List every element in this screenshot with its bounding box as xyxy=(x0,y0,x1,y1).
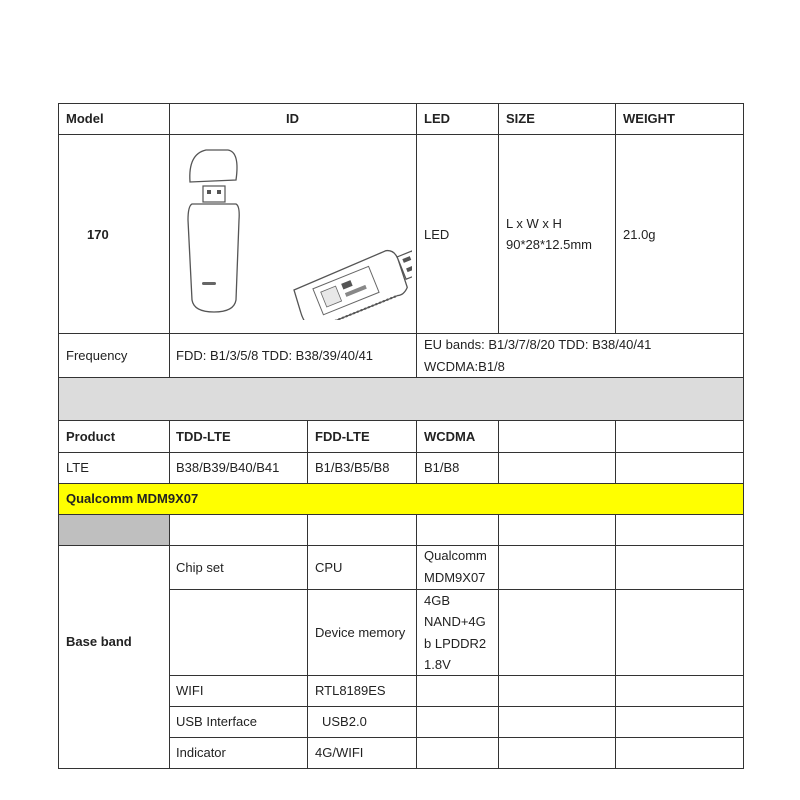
weight-value: 21.0g xyxy=(623,227,656,242)
fdd-lte-header: FDD-LTE xyxy=(315,429,370,444)
frequency-label: Frequency xyxy=(66,348,128,363)
wcdma-header: WCDMA xyxy=(424,429,476,444)
cpu-value-line2: MDM9X07 xyxy=(424,570,486,585)
header-id: ID xyxy=(286,111,299,126)
lte-wcdma-bands: B1/B8 xyxy=(424,460,460,475)
usb-modem-image xyxy=(176,140,412,320)
chip-banner: Qualcomm MDM9X07 xyxy=(66,491,199,506)
cpu-label: CPU xyxy=(315,560,343,575)
product-header: Product xyxy=(66,429,116,444)
gray-cell xyxy=(58,514,169,545)
lte-tdd-bands: B38/B39/B40/B41 xyxy=(176,460,280,475)
size-value: 90*28*12.5mm xyxy=(506,237,592,252)
memory-value-line2: NAND+4G xyxy=(424,614,486,629)
model-value: 170 xyxy=(87,227,109,242)
modem-cap xyxy=(190,150,237,182)
lte-fdd-bands: B1/B3/B5/B8 xyxy=(315,460,390,475)
usb-value: USB2.0 xyxy=(322,714,367,729)
baseband-label: Base band xyxy=(66,634,132,649)
indicator-label: Indicator xyxy=(176,745,226,760)
header-weight: WEIGHT xyxy=(623,111,675,126)
frequency-wcdma: WCDMA:B1/8 xyxy=(424,359,505,374)
wifi-label: WIFI xyxy=(176,683,204,698)
memory-value-line4: 1.8V xyxy=(424,657,451,672)
frequency-eu: EU bands: B1/3/7/8/20 TDD: B38/40/41 xyxy=(424,337,652,352)
modem-body xyxy=(188,204,239,312)
memory-value-line3: b LPDDR2 xyxy=(424,636,487,651)
header-model: Model xyxy=(66,111,104,126)
header-size: SIZE xyxy=(506,111,535,126)
indicator-value: 4G/WIFI xyxy=(315,745,364,760)
led-value: LED xyxy=(424,227,450,242)
separator-row xyxy=(58,378,743,420)
tdd-lte-header: TDD-LTE xyxy=(176,429,231,444)
usb-label: USB Interface xyxy=(176,714,257,729)
header-led: LED xyxy=(424,111,450,126)
size-dimensions-label: L x W x H xyxy=(506,216,562,231)
wifi-value: RTL8189ES xyxy=(315,683,386,698)
frequency-fdd: FDD: B1/3/5/8 TDD: B38/39/40/41 xyxy=(176,348,374,363)
memory-value-line1: 4GB xyxy=(424,593,451,608)
memory-label: Device memory xyxy=(315,625,406,640)
chipset-label: Chip set xyxy=(176,560,224,575)
cpu-value-line1: Qualcomm xyxy=(424,548,487,563)
lte-label: LTE xyxy=(66,460,89,475)
